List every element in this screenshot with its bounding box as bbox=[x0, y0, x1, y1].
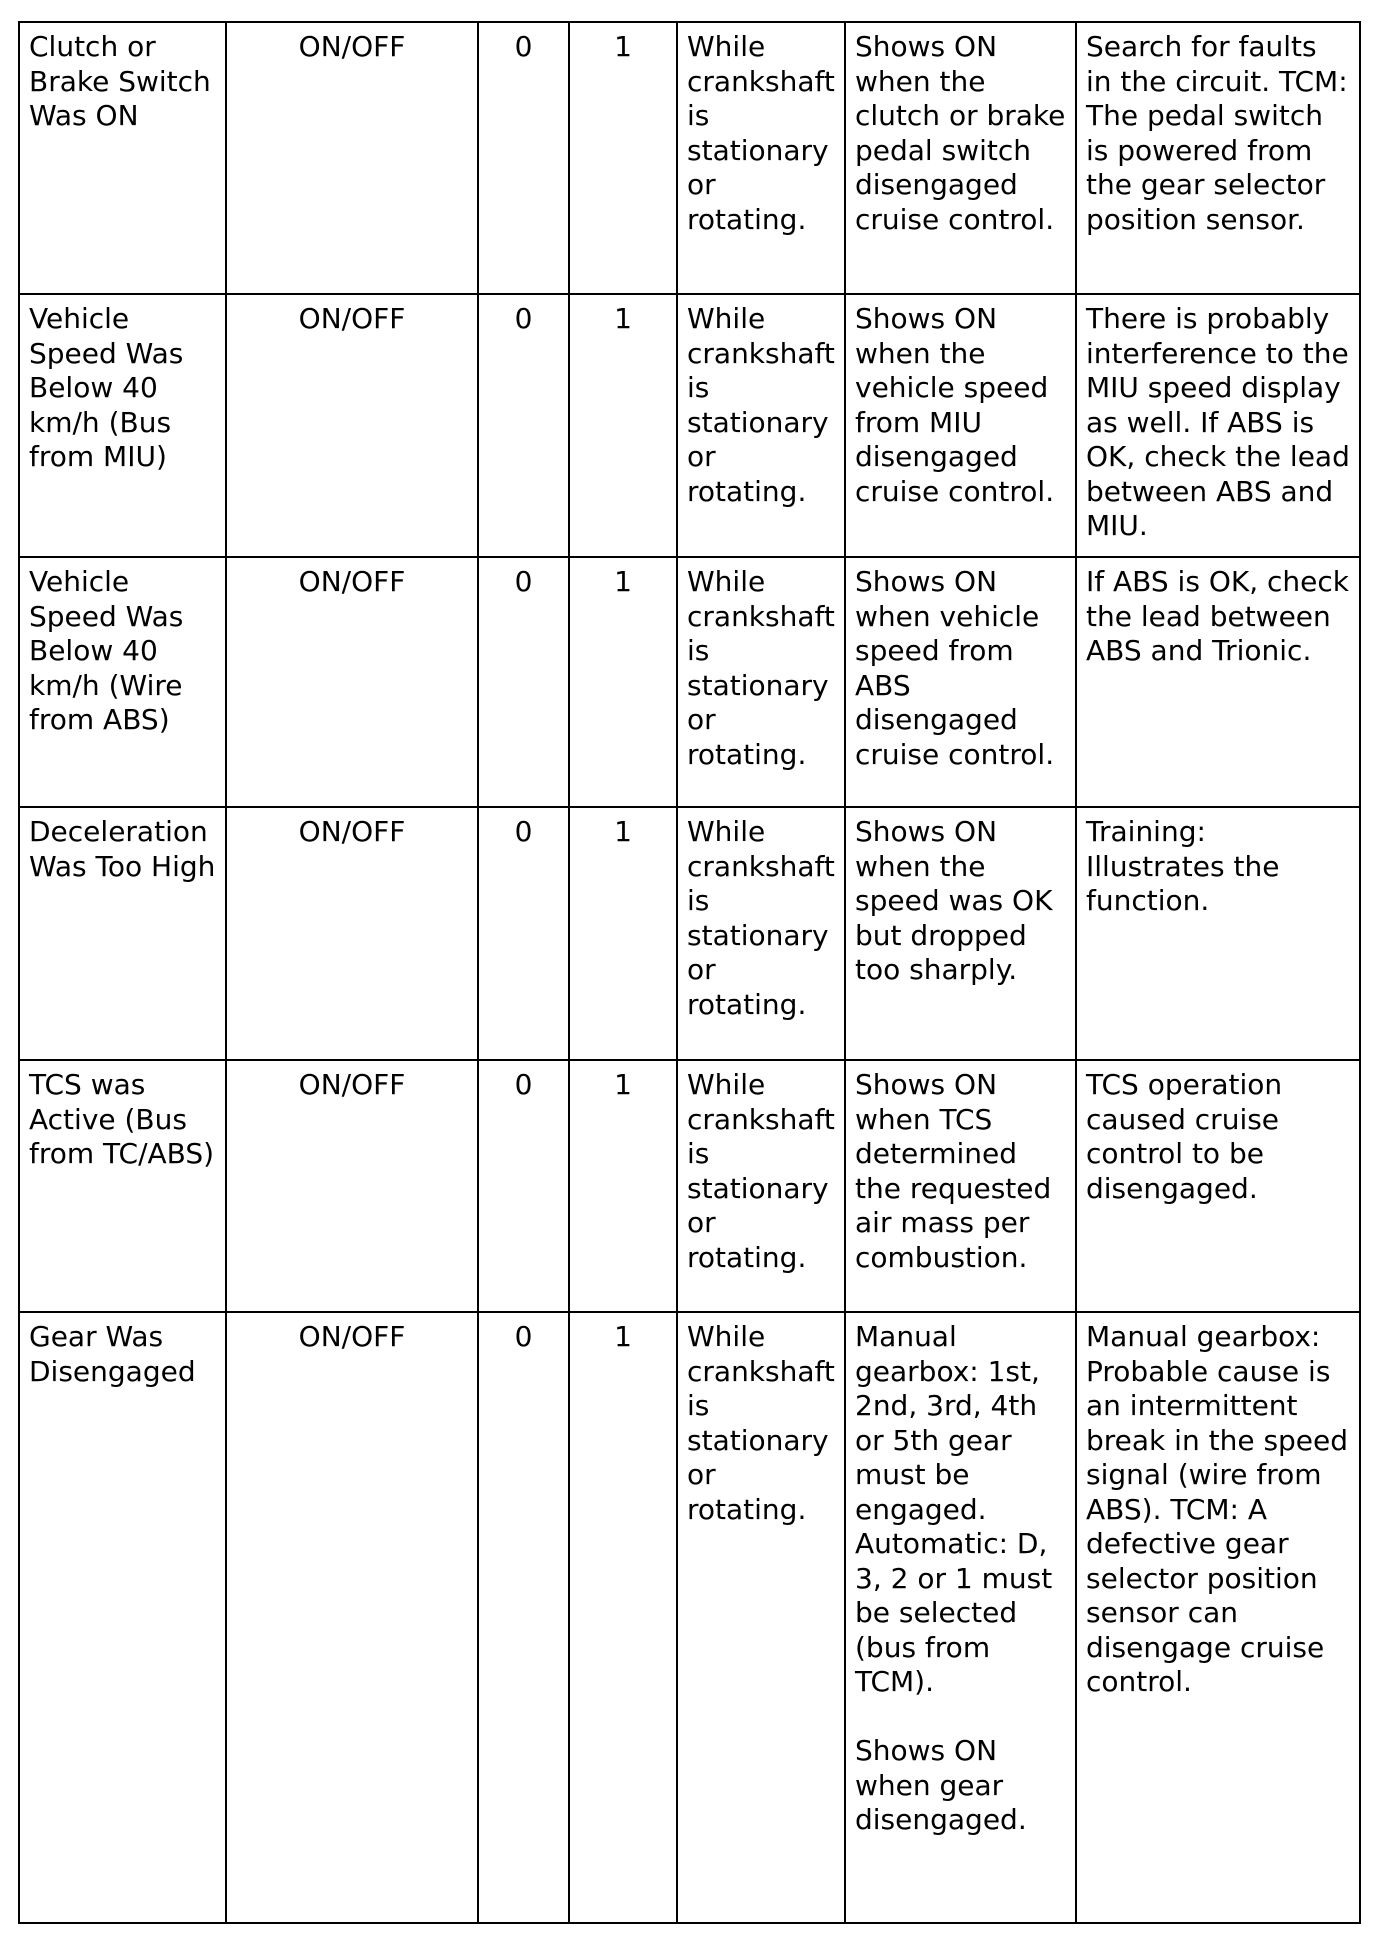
parameter-action: There is probably interference to the MIU speed display as well. If ABS is OK, check the lead between ABS and MIU. bbox=[1076, 294, 1360, 557]
parameter-name: Gear Was Disengaged bbox=[19, 1312, 226, 1923]
parameter-conditions: While crankshaft is stationary or rotating. bbox=[677, 22, 845, 294]
parameter-min: 0 bbox=[478, 557, 569, 807]
description-text: Shows ON when the clutch or brake pedal switch disengaged cruise control. bbox=[855, 30, 1066, 236]
parameter-conditions: While crankshaft is stationary or rotating. bbox=[677, 557, 845, 807]
parameter-action: Search for faults in the circuit. TCM: The pedal switch is powered from the gear selector position sensor. bbox=[1076, 22, 1360, 294]
parameter-values: ON/OFF bbox=[226, 1312, 478, 1923]
parameter-min: 0 bbox=[478, 1312, 569, 1923]
parameter-max: 1 bbox=[569, 557, 677, 807]
parameter-conditions: While crankshaft is stationary or rotating. bbox=[677, 294, 845, 557]
parameter-conditions: While crankshaft is stationary or rotating. bbox=[677, 1060, 845, 1312]
description-text: Shows ON when the speed was OK but dropped too sharply. bbox=[855, 815, 1053, 986]
description-text: Shows ON when TCS determined the requested air mass per combustion. bbox=[855, 1068, 1052, 1274]
parameter-min: 0 bbox=[478, 294, 569, 557]
parameter-name: Deceleration Was Too High bbox=[19, 807, 226, 1060]
description-extra-text: Shows ON when gear disengaged. bbox=[855, 1734, 1027, 1836]
parameter-max: 1 bbox=[569, 22, 677, 294]
parameter-action: Training: Illustrates the function. bbox=[1076, 807, 1360, 1060]
parameter-description bbox=[845, 1312, 1076, 1923]
parameter-name: TCS was Active (Bus from TC/ABS) bbox=[19, 1060, 226, 1312]
table-row bbox=[19, 22, 1360, 294]
parameter-action: If ABS is OK, check the lead between ABS and Trionic. bbox=[1076, 557, 1360, 807]
parameter-max: 1 bbox=[569, 294, 677, 557]
parameter-description bbox=[845, 1060, 1076, 1312]
table-row bbox=[19, 807, 1360, 1060]
parameter-action: TCS operation caused cruise control to be disengaged. bbox=[1076, 1060, 1360, 1312]
parameter-name: Vehicle Speed Was Below 40 km/h (Wire from ABS) bbox=[19, 557, 226, 807]
parameter-conditions: While crankshaft is stationary or rotating. bbox=[677, 807, 845, 1060]
parameter-max: 1 bbox=[569, 1060, 677, 1312]
parameter-description bbox=[845, 807, 1076, 1060]
table-row bbox=[19, 294, 1360, 557]
table-row bbox=[19, 1312, 1360, 1923]
parameter-conditions: While crankshaft is stationary or rotating. bbox=[677, 1312, 845, 1923]
parameter-action: Manual gearbox: Probable cause is an intermittent break in the speed signal (wire from ABS). TCM: A defective gear selector position sensor can disengage cruise control. bbox=[1076, 1312, 1360, 1923]
parameter-description bbox=[845, 294, 1076, 557]
parameter-values: ON/OFF bbox=[226, 557, 478, 807]
description-text: Shows ON when the vehicle speed from MIU disengaged cruise control. bbox=[855, 302, 1055, 508]
parameter-max: 1 bbox=[569, 1312, 677, 1923]
parameter-values: ON/OFF bbox=[226, 807, 478, 1060]
parameter-min: 0 bbox=[478, 22, 569, 294]
description-text: Shows ON when vehicle speed from ABS disengaged cruise control. bbox=[855, 565, 1055, 771]
parameter-values: ON/OFF bbox=[226, 22, 478, 294]
table-row bbox=[19, 557, 1360, 807]
parameter-values: ON/OFF bbox=[226, 294, 478, 557]
parameter-name: Clutch or Brake Switch Was ON bbox=[19, 22, 226, 294]
table-row bbox=[19, 1060, 1360, 1312]
parameter-table bbox=[18, 21, 1361, 1924]
parameter-values: ON/OFF bbox=[226, 1060, 478, 1312]
parameter-min: 0 bbox=[478, 1060, 569, 1312]
parameter-max: 1 bbox=[569, 807, 677, 1060]
parameter-description bbox=[845, 22, 1076, 294]
parameter-name: Vehicle Speed Was Below 40 km/h (Bus from MIU) bbox=[19, 294, 226, 557]
parameter-description bbox=[845, 557, 1076, 807]
description-text: Manual gearbox: 1st, 2nd, 3rd, 4th or 5th gear must be engaged. Automatic: D, 3, 2 or 1 must be selected (bus from TCM). bbox=[855, 1320, 1053, 1698]
parameter-min: 0 bbox=[478, 807, 569, 1060]
